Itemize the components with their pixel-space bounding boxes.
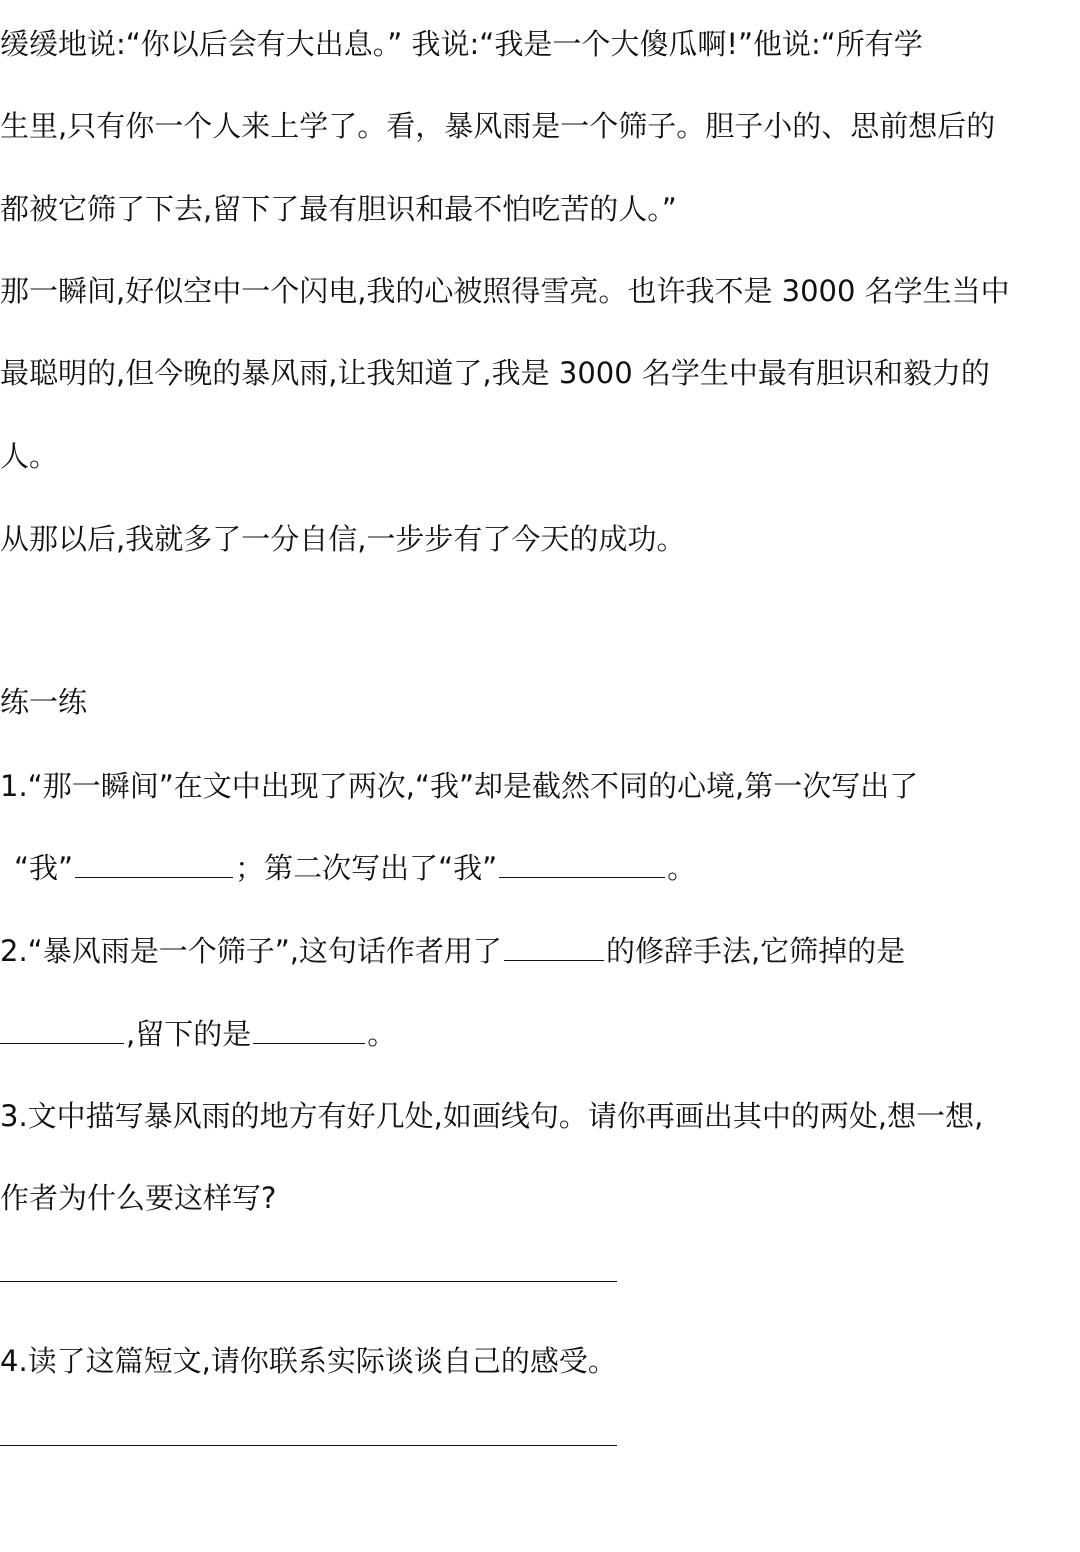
passage-line: 生里,只有你一个人来上学了。看，暴风雨是一个筛子。胆子小的、思前想后的 xyxy=(0,109,996,143)
answer-blank[interactable] xyxy=(75,847,233,878)
answer-line[interactable] xyxy=(0,1281,617,1282)
question-2-text: 2.“暴风雨是一个筛子”,这句话作者用了 xyxy=(0,934,502,968)
passage-line: 那一瞬间,好似空中一个闪电,我的心被照得雪亮。也许我不是 3000 名学生当中 xyxy=(0,274,1010,308)
answer-blank[interactable] xyxy=(499,847,665,878)
passage-line: 从那以后,我就多了一分自信,一步步有了今天的成功。 xyxy=(0,522,686,556)
question-1: 1.“那一瞬间”在文中出现了两次,“我”却是截然不同的心境,第一次写出了 xyxy=(0,769,919,803)
question-2-blanks xyxy=(0,1008,1080,1060)
question-3: 3.文中描写暴风雨的地方有好几处,如画线句。请你再画出其中的两处,想一想, xyxy=(0,1099,984,1133)
answer-blank[interactable] xyxy=(504,930,604,961)
passage-line: 都被它筛了下去,留下了最有胆识和最不怕吃苦的人。” xyxy=(0,192,677,226)
answer-line[interactable] xyxy=(0,1445,617,1446)
question-1-text: 。 xyxy=(667,851,697,885)
question-2-text: 。 xyxy=(367,1017,397,1051)
question-1-text: “我” xyxy=(14,851,74,885)
question-2-text: ,留下的是 xyxy=(126,1017,252,1051)
passage-line: 缓缓地说:“你以后会有大出息。” 我说:“我是一个大傻瓜啊!”他说:“所有学 xyxy=(0,27,923,61)
answer-blank[interactable] xyxy=(0,1013,124,1044)
passage-line: 人。 xyxy=(0,439,59,473)
exercise-heading: 练一练 xyxy=(0,685,88,719)
passage-line: 最聪明的,但今晚的暴风雨,让我知道了,我是 3000 名学生中最有胆识和毅力的 xyxy=(0,356,990,390)
question-2 xyxy=(0,925,1080,977)
question-2-text: 的修辞手法,它筛掉的是 xyxy=(605,934,906,968)
question-1-blanks xyxy=(0,842,1080,894)
answer-blank[interactable] xyxy=(253,1013,365,1044)
question-3: 作者为什么要这样写? xyxy=(0,1181,277,1215)
question-4: 4.读了这篇短文,请你联系实际谈谈自己的感受。 xyxy=(0,1344,617,1378)
question-1-text: ；第二次写出了“我” xyxy=(235,851,498,885)
